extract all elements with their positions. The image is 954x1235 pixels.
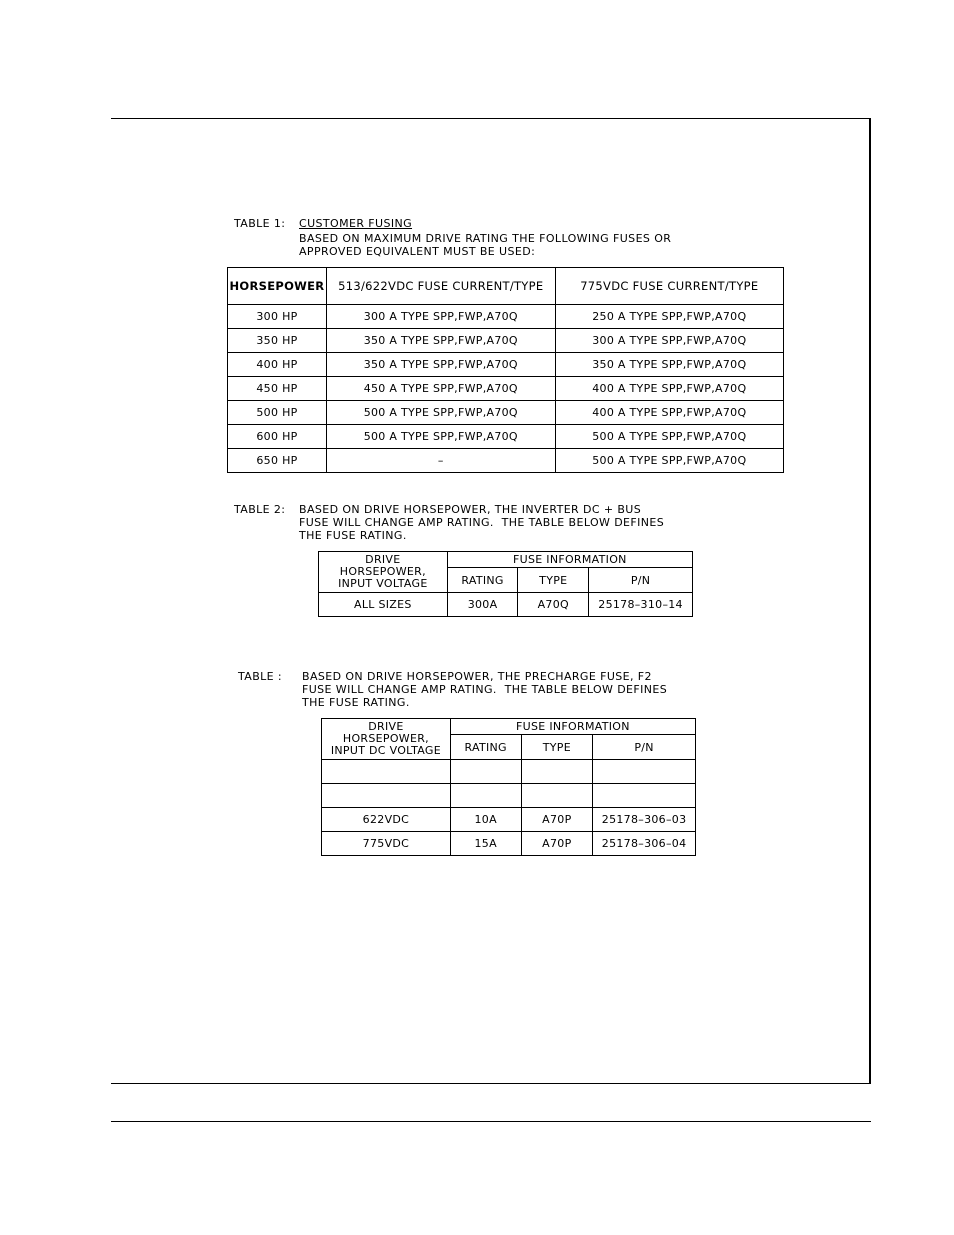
header-line: INPUT VOLTAGE: [338, 577, 428, 590]
table-cell: –: [326, 449, 555, 473]
table-row: [228, 377, 784, 401]
table2-label: TABLE 2:: [234, 503, 286, 516]
table-cell: 15A: [450, 832, 521, 856]
table-cell: 400 A TYPE SPP,FWP,A70Q: [555, 377, 783, 401]
table-cell: 350 A TYPE SPP,FWP,A70Q: [326, 329, 555, 353]
table3-label: TABLE :: [238, 670, 283, 683]
table-cell: 600 HP: [228, 425, 327, 449]
table3-header-rating: RATING: [450, 735, 521, 760]
table-cell: 500 A TYPE SPP,FWP,A70Q: [326, 401, 555, 425]
header-line: HORSEPOWER,: [342, 732, 429, 745]
table-cell: 350 HP: [228, 329, 327, 353]
table3-desc-line: FUSE WILL CHANGE AMP RATING. THE TABLE BELOW DEFINES: [302, 683, 668, 696]
table-cell: 400 HP: [228, 353, 327, 377]
frame-top-line: [111, 118, 871, 119]
table-row: [228, 449, 784, 473]
table-cell: 300A: [447, 593, 518, 617]
table-cell: [521, 760, 593, 784]
table-cell: 10A: [450, 808, 521, 832]
table3-header-pn: P/N: [593, 735, 696, 760]
table3: [321, 718, 696, 856]
table2-header-pn: P/N: [589, 568, 693, 593]
table-cell: 250 A TYPE SPP,FWP,A70Q: [555, 305, 783, 329]
page-footer-rule: [111, 1121, 871, 1122]
table-cell: 350 A TYPE SPP,FWP,A70Q: [555, 353, 783, 377]
table2-header-rating: RATING: [447, 568, 518, 593]
table-row: [322, 760, 696, 784]
header-line: HORSEPOWER,: [339, 565, 426, 578]
table-row: [322, 808, 696, 832]
table2: [318, 551, 693, 617]
table-cell: [593, 760, 696, 784]
table-cell: 500 HP: [228, 401, 327, 425]
table2-desc-line: THE FUSE RATING.: [299, 529, 407, 542]
table3-header-type: TYPE: [521, 735, 593, 760]
table-cell: 622VDC: [322, 808, 451, 832]
table-cell: A70Q: [518, 593, 589, 617]
table1-label: TABLE 1:: [234, 217, 286, 230]
table-cell: A70P: [521, 808, 593, 832]
header-line: DRIVE: [365, 553, 401, 566]
table-cell: 500 A TYPE SPP,FWP,A70Q: [326, 425, 555, 449]
table-cell: ALL SIZES: [319, 593, 448, 617]
table-cell: A70P: [521, 832, 593, 856]
table-cell: [521, 784, 593, 808]
table-cell: 300 HP: [228, 305, 327, 329]
table-row: [322, 832, 696, 856]
table-cell: [450, 760, 521, 784]
table1-header-row: [228, 268, 784, 305]
table-row: [228, 425, 784, 449]
table1-desc-line: BASED ON MAXIMUM DRIVE RATING THE FOLLOWING FUSES OR: [299, 232, 672, 245]
table-cell: 650 HP: [228, 449, 327, 473]
header-line: INPUT DC VOLTAGE: [330, 744, 441, 757]
table-cell: 350 A TYPE SPP,FWP,A70Q: [326, 353, 555, 377]
table-cell: 500 A TYPE SPP,FWP,A70Q: [555, 449, 783, 473]
table1-desc-line: APPROVED EQUIVALENT MUST BE USED:: [299, 245, 536, 258]
table-row: [228, 305, 784, 329]
table-cell: 25178–306–04: [593, 832, 696, 856]
table-cell: 775VDC: [322, 832, 451, 856]
table3-header-drive: [322, 719, 451, 760]
table2-header-type: TYPE: [518, 568, 589, 593]
table-cell: 500 A TYPE SPP,FWP,A70Q: [555, 425, 783, 449]
table-cell: 300 A TYPE SPP,FWP,A70Q: [555, 329, 783, 353]
frame-bottom-line: [111, 1083, 871, 1084]
table-row: [228, 353, 784, 377]
table1: [227, 267, 784, 473]
table1-title: CUSTOMER FUSING: [299, 217, 413, 230]
table1-header-513-622vdc: 513/622VDC FUSE CURRENT/TYPE: [326, 268, 555, 305]
table3-header-row: [322, 719, 696, 735]
table2-header-row: [319, 552, 693, 568]
table-cell: 400 A TYPE SPP,FWP,A70Q: [555, 401, 783, 425]
table-cell: 25178–306–03: [593, 808, 696, 832]
header-line: DRIVE: [368, 720, 404, 733]
table-cell: 450 A TYPE SPP,FWP,A70Q: [326, 377, 555, 401]
table-cell: [450, 784, 521, 808]
frame-right-line: [869, 118, 871, 1084]
table1-header-horsepower: HORSEPOWER: [228, 268, 327, 305]
table-row: [319, 593, 693, 617]
table-cell: 300 A TYPE SPP,FWP,A70Q: [326, 305, 555, 329]
table3-header-fuse-information: FUSE INFORMATION: [450, 719, 695, 735]
table-cell: [593, 784, 696, 808]
table2-desc-line: FUSE WILL CHANGE AMP RATING. THE TABLE BELOW DEFINES: [299, 516, 665, 529]
table3-desc-line: BASED ON DRIVE HORSEPOWER, THE PRECHARGE FUSE, F2: [302, 670, 652, 683]
table1-header-775vdc: 775VDC FUSE CURRENT/TYPE: [555, 268, 783, 305]
table2-desc-line: BASED ON DRIVE HORSEPOWER, THE INVERTER DC + BUS: [299, 503, 642, 516]
table-row: [228, 401, 784, 425]
table-cell: [322, 760, 451, 784]
table-cell: 25178–310–14: [589, 593, 693, 617]
table2-header-fuse-information: FUSE INFORMATION: [447, 552, 692, 568]
table-row: [228, 329, 784, 353]
table-cell: [322, 784, 451, 808]
table-row: [322, 784, 696, 808]
table-cell: 450 HP: [228, 377, 327, 401]
table2-header-drive: [319, 552, 448, 593]
table3-desc-line: THE FUSE RATING.: [302, 696, 410, 709]
